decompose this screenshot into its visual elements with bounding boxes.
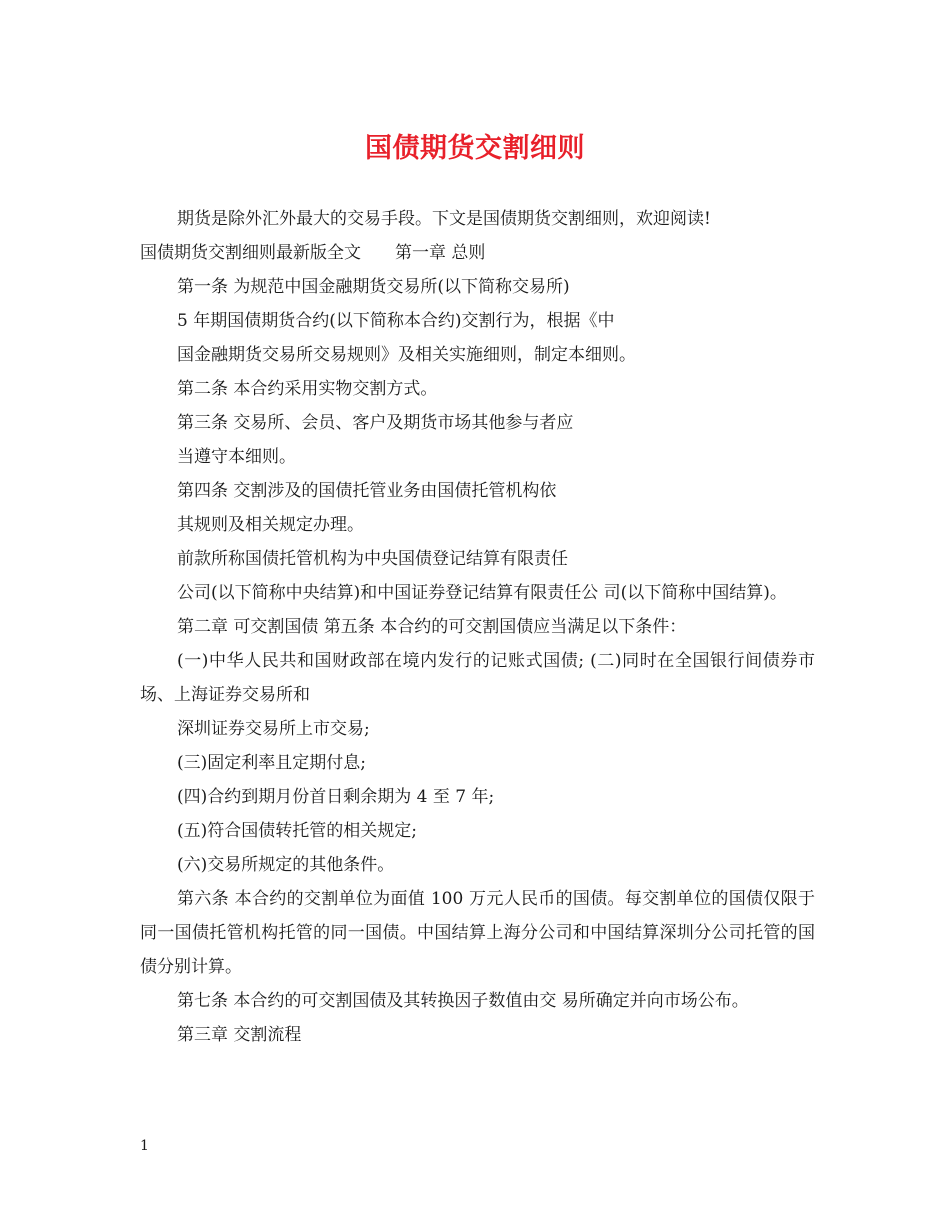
paragraph-condition-1-2: (一)中华人民共和国财政部在境内发行的记账式国债; (二)同时在全国银行间债券市场、上海证券交易所和 — [140, 651, 815, 705]
paragraph-article-6: 第六条 本合约的交割单位为面值 100 万元人民币的国债。每交割单位的国债仅限于同一国债托管机构托管的同一国债。中国结算上海分公司和中国结算深圳分公司托管的国 债分别计算。 — [140, 889, 815, 977]
paragraph-article-7: 第七条 本合约的可交割国债及其转换因子数值由交 易所确定并向市场公布。 — [177, 991, 749, 1011]
paragraph-condition-3: (三)固定利率且定期付息; — [177, 753, 366, 773]
paragraph-article-1-line-2: 5 年期国债期货合约(以下简称本合约)交割行为，根据《中 — [177, 311, 615, 331]
paragraph-article-4-line-3: 前款所称国债托管机构为中央国债登记结算有限责任 — [177, 549, 568, 569]
paragraph-article-1-line-3: 国金融期货交易所交易规则》及相关实施细则，制定本细则。 — [177, 345, 636, 365]
paragraph-article-4-line-1: 第四条 交割涉及的国债托管业务由国债托管机构依 — [177, 481, 557, 501]
paragraph-article-1-line-1: 第一条 为规范中国金融期货交易所(以下简称交易所) — [177, 277, 570, 297]
paragraph-condition-6: (六)交易所规定的其他条件。 — [177, 855, 395, 875]
document-title: 国债期货交割细则 — [365, 133, 585, 164]
paragraph-condition-4: (四)合约到期月份首日剩余期为 4 至 7 年; — [177, 787, 495, 807]
paragraph-chapter-2-article-5: 第二章 可交割国债 第五条 本合约的可交割国债应当满足以下条件： — [177, 617, 687, 637]
paragraph-article-3-line-1: 第三条 交易所、会员、客户及期货市场其他参与者应 — [177, 413, 574, 433]
paragraph-article-4-line-4: 公司(以下简称中央结算)和中国证券登记结算有限责任公 司(以下简称中国结算)。 — [177, 583, 787, 603]
paragraph-chapter-1-heading: 国债期货交割细则最新版全文 第一章 总则 — [140, 243, 486, 263]
paragraph-article-2: 第二条 本合约采用实物交割方式。 — [177, 379, 438, 399]
paragraph-chapter-3-heading: 第三章 交割流程 — [177, 1025, 302, 1045]
page-number: 1 — [140, 1138, 149, 1154]
paragraph-article-3-line-2: 当遵守本细则。 — [177, 447, 296, 467]
paragraph-condition-2-cont: 深圳证券交易所上市交易; — [177, 719, 370, 739]
paragraph-intro: 期货是除外汇外最大的交易手段。下文是国债期货交割细则，欢迎阅读! — [177, 209, 711, 229]
paragraph-article-4-line-2: 其规则及相关规定办理。 — [177, 515, 364, 535]
document-body — [140, 202, 815, 1052]
paragraph-condition-5: (五)符合国债转托管的相关规定; — [177, 821, 417, 841]
